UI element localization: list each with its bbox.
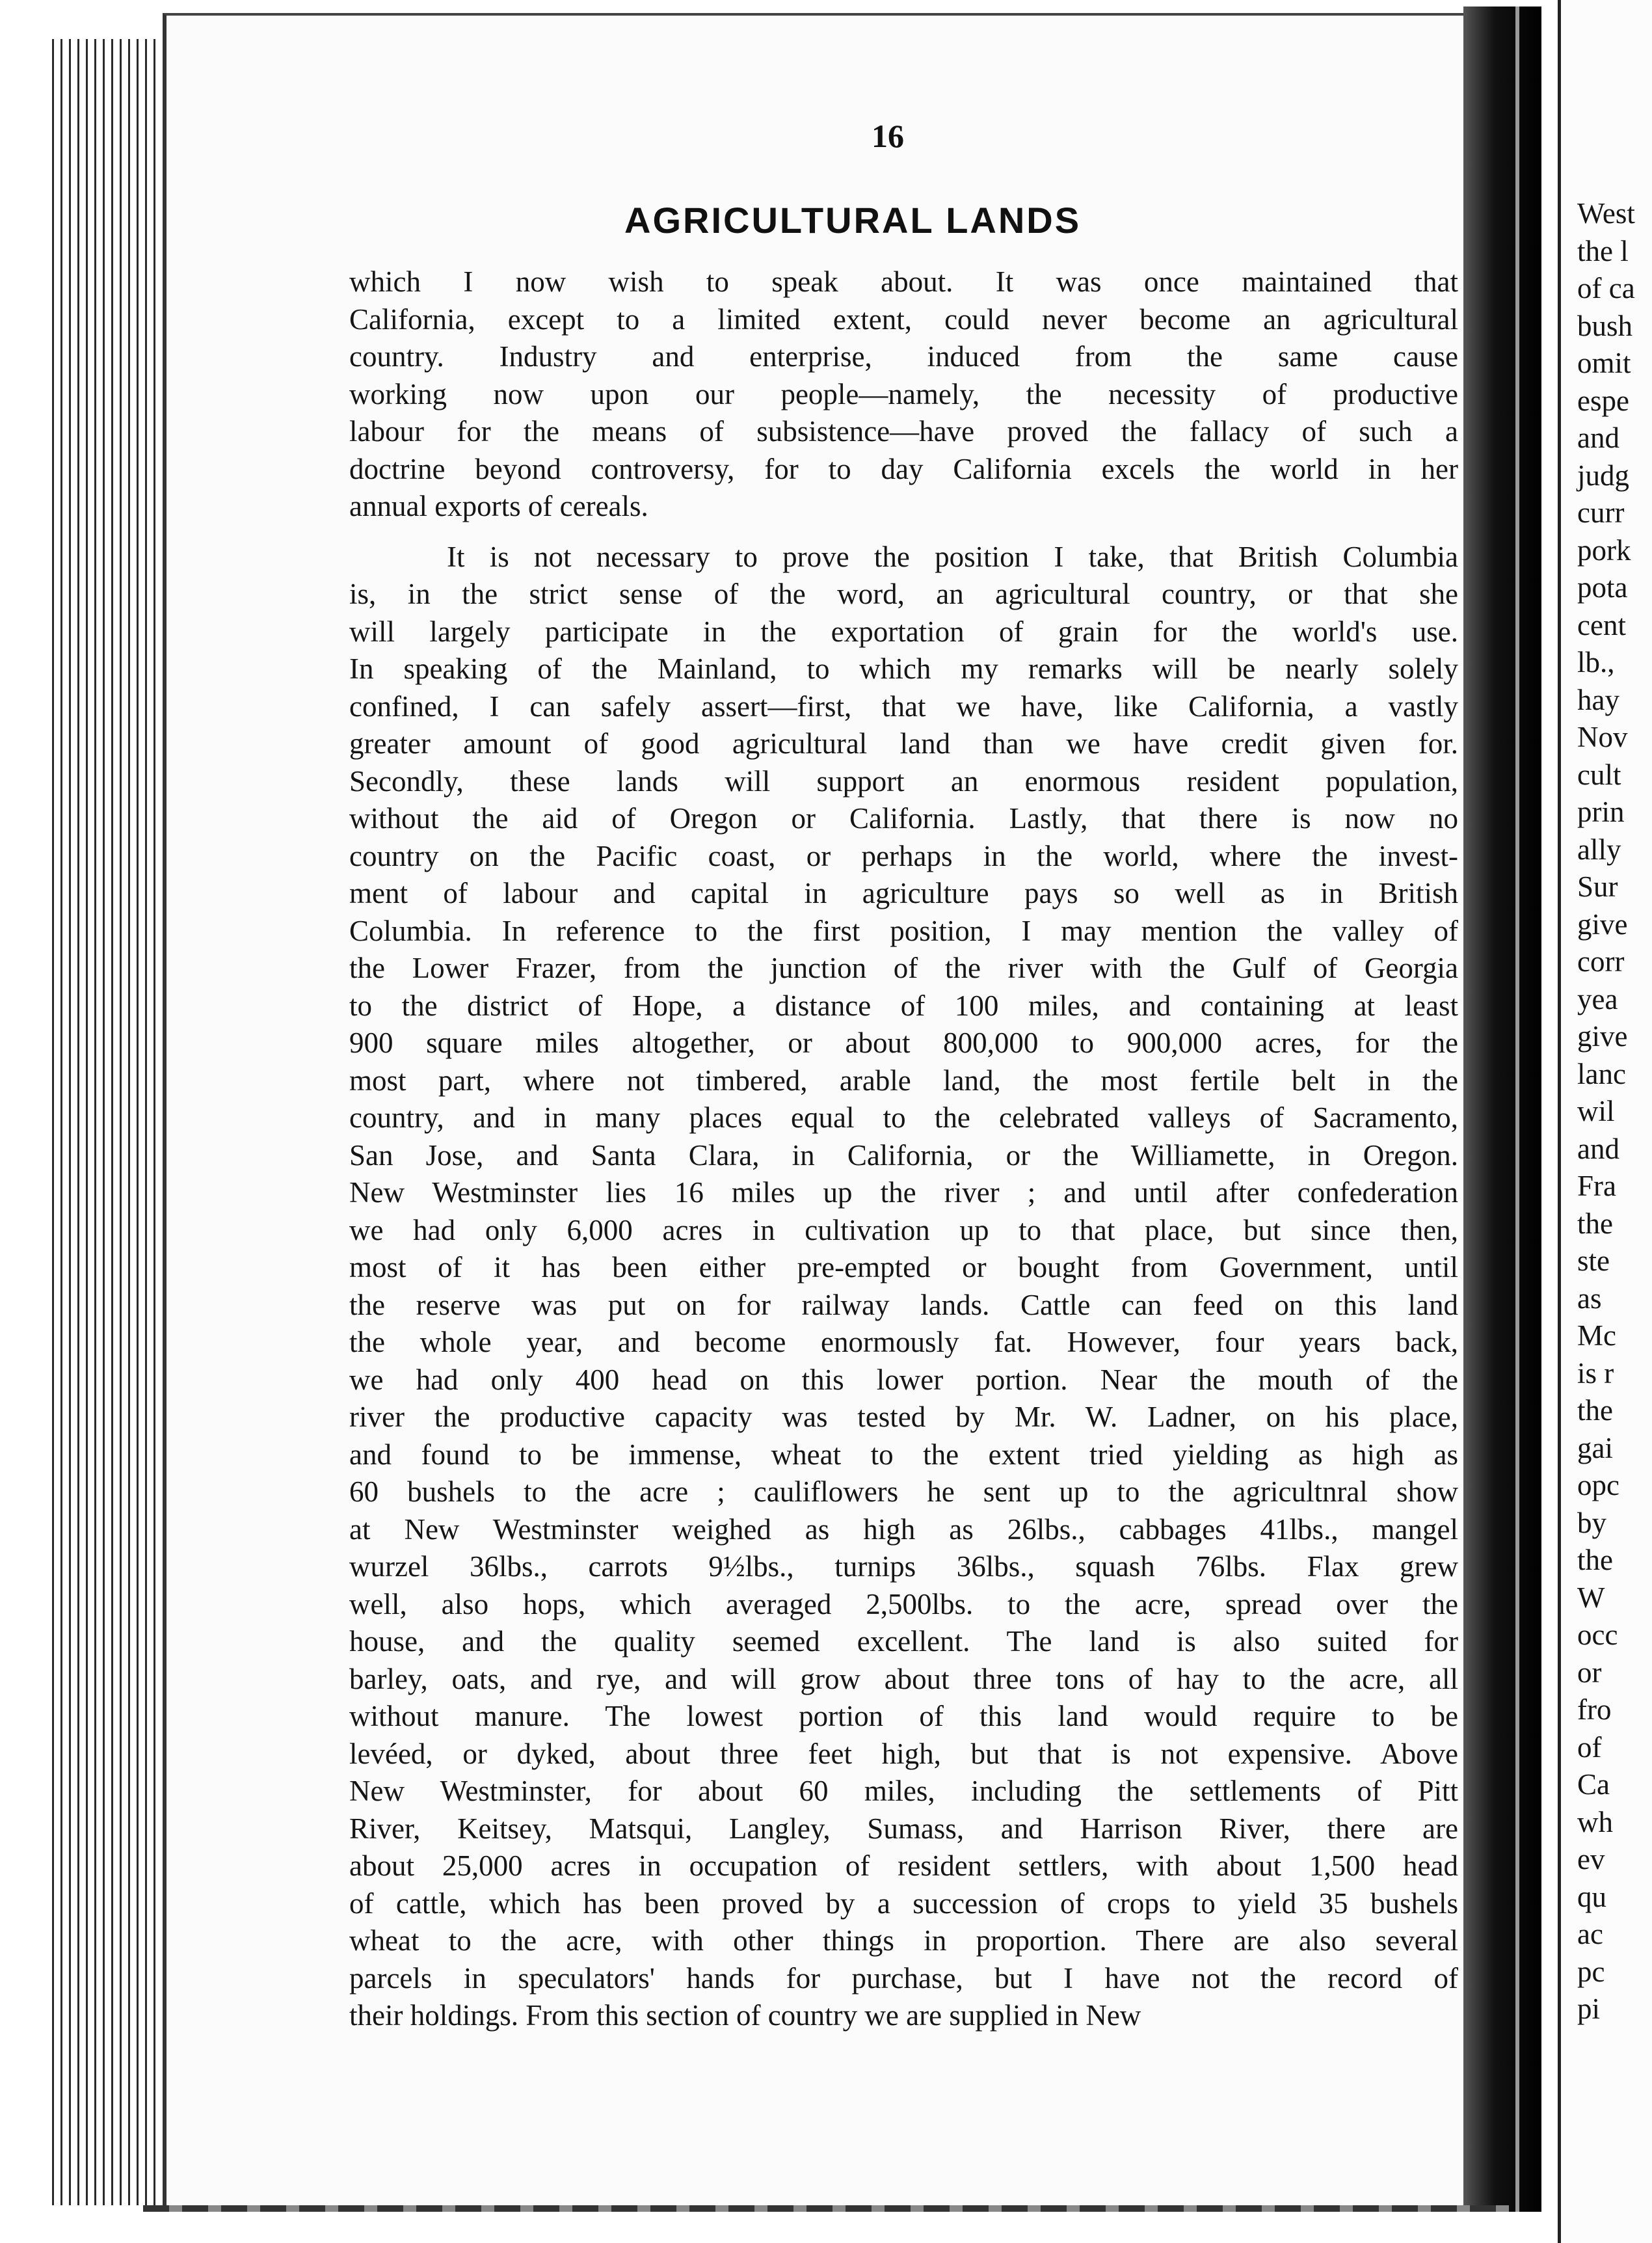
page-edges [46,39,159,2205]
next-page-fragment: give [1577,907,1628,941]
page-heading: AGRICULTURAL LANDS [624,200,1082,241]
next-page-fragment: pc [1577,1955,1605,1988]
next-page-fragment: wil [1577,1095,1615,1127]
next-page-fragment: W [1577,1581,1605,1614]
next-page-fragment: the l [1577,234,1629,267]
next-page-fragment: ac [1577,1918,1603,1950]
gutter-edge [1515,7,1519,2212]
next-page-fragment: of [1577,1730,1602,1764]
text-line: country on the Pacific coast, or perhaps in the world, where the invest- [349,839,1458,872]
next-page-fragment: cult [1577,758,1621,791]
body-text [349,263,1458,2035]
next-page-fragment: curr [1577,496,1625,529]
text-line: the Lower Frazer, from the junction of the river with the Gulf of Georgia [349,952,1458,984]
next-page-text-fragments [1577,195,1635,2028]
text-line: confined, I can safely assert—first, that we have, like California, a vastly [349,690,1458,723]
next-page-fragment: pork [1577,533,1631,567]
next-page-fragment: Fra [1577,1170,1616,1202]
text-line: which I now wish to speak about. It was once maintained that [349,265,1458,298]
next-page-fragment: corr [1577,945,1625,978]
text-line: most part, where not timbered, arable land, the most fertile belt in the [349,1064,1458,1097]
text-line: greater amount of good agricultural land than we have credit given for. [349,727,1458,760]
text-line: most of it has been either pre-empted or bought from Government, until [349,1251,1458,1283]
paragraph-2 [349,539,1458,2035]
text-line: river the productive capacity was tested by Mr. W. Ladner, on his place, [349,1401,1458,1433]
text-line: house, and the quality seemed excellent. The land is also suited for [349,1625,1458,1658]
next-page-fragment: ally [1577,833,1621,866]
text-line: the reserve was put on for railway lands. Cattle can feed on this land [349,1288,1458,1321]
text-line: will largely participate in the exportation of grain for the world's use. [349,615,1458,648]
text-line: wheat to the acre, with other things in proportion. There are also several [349,1924,1458,1957]
next-page-fragment: espe [1577,384,1629,417]
next-page-fragment: pi [1577,1993,1601,2025]
next-page-fragment: cent [1577,608,1626,641]
next-page-fragment: Ca [1577,1768,1610,1801]
next-page-fragment: lb., [1577,646,1615,678]
next-page-fragment: qu [1577,1880,1606,1913]
next-page-fragment: the [1577,1207,1613,1240]
text-line: without manure. The lowest portion of this land would require to be [349,1700,1458,1732]
text-line: of cattle, which has been proved by a succession of crops to yield 35 bushels [349,1887,1458,1920]
next-page-fragment: wh [1577,1805,1613,1838]
text-line: Columbia. In reference to the first position, I may mention the valley of [349,914,1458,947]
text-line: working now upon our people—namely, the necessity of productive [349,377,1458,410]
text-line: well, also hops, which averaged 2,500lbs. to the acre, spread over the [349,1587,1458,1620]
text-line: about 25,000 acres in occupation of resident settlers, with about 1,500 head [349,1849,1458,1882]
text-line: to the district of Hope, a distance of 100 miles, and containing at least [349,989,1458,1022]
page-number: 16 [872,118,904,154]
next-page-fragment: ste [1577,1244,1610,1277]
next-page-fragment: judg [1577,459,1630,492]
next-page-fragment: occ [1577,1618,1618,1651]
text-line: New Westminster lies 16 miles up the river ; and until after confederation [349,1176,1458,1209]
text-line: ment of labour and capital in agriculture pays so well as in British [349,877,1458,909]
next-page-fragment: and [1577,1132,1619,1165]
next-page-fragment: as [1577,1282,1602,1315]
next-page-fragment: of ca [1577,272,1635,304]
text-line: wurzel 36lbs., carrots 9½lbs., turnips 36lbs., squash 76lbs. Flax grew [349,1550,1458,1583]
next-page-fragment: fro [1577,1693,1612,1726]
next-page-fragment: or [1577,1656,1602,1689]
text-line: It is not necessary to prove the position I take, that British Columbia [447,540,1458,573]
text-line: In speaking of the Mainland, to which my remarks will be nearly solely [349,652,1458,685]
next-page-fragment: by [1577,1506,1606,1539]
text-line: Secondly, these lands will support an enormous resident population, [349,764,1458,798]
next-page-fragment: pota [1577,571,1628,604]
text-line: at New Westminster weighed as high as 26lbs., cabbages 41lbs., mangel [349,1512,1458,1546]
next-page-fragment: yea [1577,982,1618,1015]
next-page-fragment: hay [1577,683,1619,716]
text-line: San Jose, and Santa Clara, in California, or the Williamette, in Oregon. [349,1138,1458,1172]
next-page-fragment: ev [1577,1843,1605,1875]
next-page-fragment: Mc [1577,1319,1616,1352]
text-line: parcels in speculators' hands for purchase, but I have not the record of [349,1961,1458,1995]
text-line: barley, oats, and rye, and will grow about three tons of hay to the acre, all [349,1662,1458,1695]
text-line: we had only 400 head on this lower portion. Near the mouth of the [349,1363,1458,1396]
text-line: River, Keitsey, Matsqui, Langley, Sumass, and Harrison River, there are [349,1812,1458,1845]
next-page-fragment: the [1577,1394,1613,1427]
next-page-fragment: the [1577,1544,1613,1576]
text-line: 900 square miles altogether, or about 800,000 to 900,000 acres, for the [349,1027,1458,1059]
next-page-fragment: gai [1577,1431,1613,1464]
next-page-fragment: Sur [1577,870,1618,903]
text-line: 60 bushels to the acre ; cauliflowers he sent up to the agricultnral show [349,1475,1458,1508]
next-page-fragment: and [1577,422,1619,454]
next-page-fragment: omit [1577,347,1631,379]
paragraph-1 [349,263,1458,526]
text-line: New Westminster, for about 60 miles, including the settlements of Pitt [349,1775,1458,1807]
text-line: doctrine beyond controversy, for to day California excels the world in her [349,452,1458,485]
next-page-fragment: opc [1577,1469,1619,1501]
book-gutter [1463,7,1541,2212]
bottom-page-edges [143,2205,1509,2212]
text-line: California, except to a limited extent, could never become an agricultural [349,302,1458,336]
text-line: country, and in many places equal to the celebrated valleys of Sacramento, [349,1101,1458,1134]
text-line: and found to be immense, wheat to the extent tried yielding as high as [349,1438,1458,1471]
text-line: we had only 6,000 acres in cultivation up to that place, but since then, [349,1213,1458,1246]
text-line: without the aid of Oregon or California. Lastly, that there is now no [349,802,1458,835]
text-line: levéed, or dyked, about three feet high, but that is not expensive. Above [349,1737,1458,1770]
next-page-fragment: is r [1577,1356,1614,1390]
text-line: the whole year, and become enormously fat. However, four years back, [349,1326,1458,1358]
text-line: annual exports of cereals. [349,490,648,522]
text-line: labour for the means of subsistence—have proved the fallacy of such a [349,415,1458,448]
text-line: country. Industry and enterprise, induced from the same cause [349,340,1458,373]
next-page-fragment: Nov [1577,721,1628,753]
text-line: is, in the strict sense of the word, an agricultural country, or that she [349,578,1458,610]
next-page-fragment: West [1577,197,1635,230]
text-line: their holdings. From this section of country we are supplied in New [349,1999,1141,2032]
next-page-fragment: give [1577,1020,1628,1053]
next-page-fragment: lanc [1577,1057,1626,1090]
next-page-fragment: bush [1577,309,1633,342]
next-page-fragment: prin [1577,796,1625,828]
